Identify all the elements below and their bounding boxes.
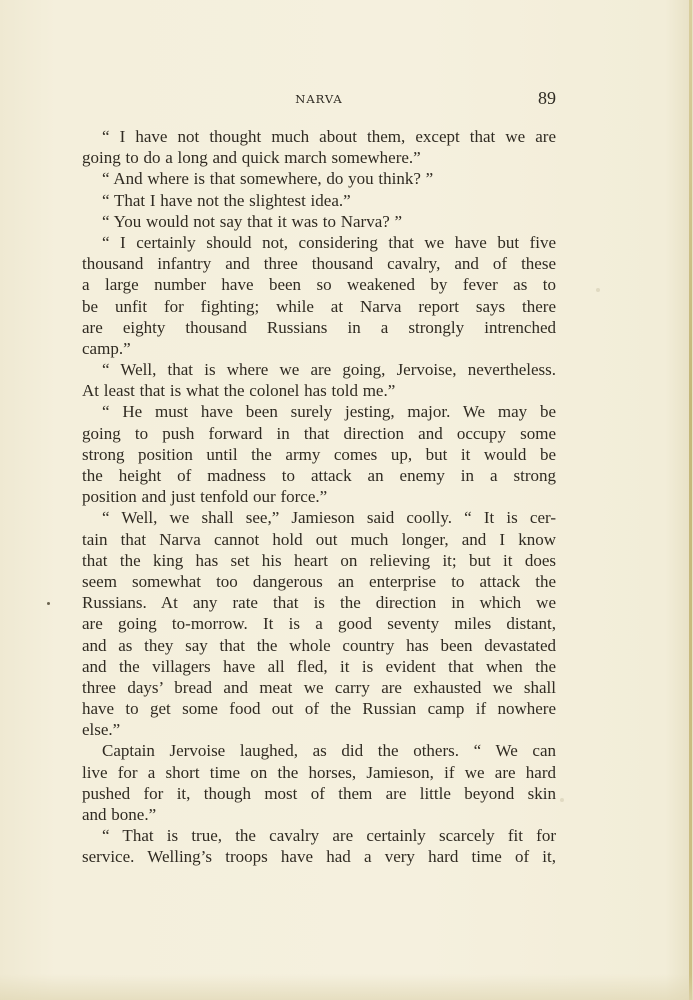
text-line: camp.” xyxy=(82,338,131,358)
text-line: going to push forward in that direction and occupy some xyxy=(82,423,556,443)
text-line: that the king has set his heart on relieving it; but it does xyxy=(82,550,556,570)
text-line: going to do a long and quick march somewhere.” xyxy=(82,148,421,168)
running-head: NARVA xyxy=(295,92,343,106)
text-line: a large number have been so weakened by fever as to xyxy=(82,275,556,295)
text-line: else.” xyxy=(82,720,121,740)
text-line: “ Well, we shall see,” Jamieson said coolly. “ It is cer- xyxy=(102,508,556,528)
page-header xyxy=(82,90,556,110)
body-text xyxy=(82,126,556,868)
text-line: and the villagers have all fled, it is evident that when the xyxy=(82,656,556,676)
text-line: are going to-morrow. It is a good seventy miles distant, xyxy=(82,614,556,634)
paper-speck xyxy=(560,798,564,802)
text-line: pushed for it, though most of them are little beyond skin xyxy=(82,783,556,803)
text-line: Captain Jervoise laughed, as did the others. “ We can xyxy=(102,741,556,761)
margin-mark xyxy=(47,602,50,605)
text-line: Russians. At any rate that is the direction in which we xyxy=(82,593,556,613)
text-line: “ Well, that is where we are going, Jervoise, nevertheless. xyxy=(102,360,556,380)
text-line: be unfit for fighting; while at Narva report says there xyxy=(82,296,556,316)
text-line: live for a short time on the horses, Jamieson, if we are hard xyxy=(82,762,556,782)
text-line: service. Welling’s troops have had a very hard time of it, xyxy=(82,847,556,867)
text-line: “ And where is that somewhere, do you think? ” xyxy=(102,169,434,189)
text-line: and as they say that the whole country has been devastated xyxy=(82,635,556,655)
text-line: are eighty thousand Russians in a strongly intrenched xyxy=(82,317,556,337)
text-line: thousand infantry and three thousand cavalry, and of these xyxy=(82,254,556,274)
text-line: seem somewhat too dangerous an enterprise to attack the xyxy=(82,571,556,591)
text-line: tain that Narva cannot hold out much longer, and I know xyxy=(82,529,556,549)
text-line: the height of madness to attack an enemy in a strong xyxy=(82,466,556,485)
text-line: strong position until the army comes up, but it would be xyxy=(82,444,556,464)
text-line: three days’ bread and meat we carry are exhausted we shall xyxy=(82,677,556,697)
text-line: “ I have not thought much about them, except that we are xyxy=(102,127,556,146)
page-bottom-shadow xyxy=(0,974,693,1000)
text-line: have to get some food out of the Russian camp if nowhere xyxy=(82,699,556,719)
text-line: “ You would not say that it was to Narva? ” xyxy=(102,211,403,231)
text-line: At least that is what the colonel has told me.” xyxy=(82,381,396,401)
text-line: “ He must have been surely jesting, major. We may be xyxy=(102,402,556,422)
text-line: “ I certainly should not, considering that we have but five xyxy=(102,232,556,252)
text-line: “ That I have not the slightest idea.” xyxy=(102,190,351,210)
text-line: “ That is true, the cavalry are certainly scarcely fit for xyxy=(102,826,556,846)
page-edge xyxy=(689,0,692,1000)
paper-speck xyxy=(596,288,600,292)
page-number: 89 xyxy=(538,88,556,108)
text-line: and bone.” xyxy=(82,805,157,824)
text-line: position and just tenfold our force.” xyxy=(82,487,328,507)
